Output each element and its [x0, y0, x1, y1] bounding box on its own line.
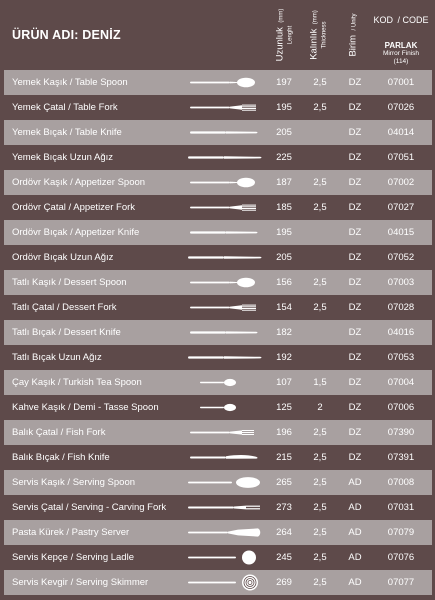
thickness-label-en: Thickness: [321, 21, 328, 49]
length-value: 265: [276, 477, 292, 488]
unit-value: DZ: [348, 327, 362, 338]
thickness-value: 2,5: [313, 452, 327, 463]
length-value: 185: [276, 202, 292, 213]
unit-value: DZ: [348, 227, 362, 238]
table-row: [4, 570, 432, 595]
thickness-value: 2,5: [313, 577, 327, 588]
knife-long-icon: [186, 147, 264, 168]
thickness-unit: (mm): [312, 10, 319, 25]
unit-value: DZ: [348, 202, 362, 213]
length-value: 195: [276, 102, 292, 113]
code-value: 07053: [387, 352, 415, 363]
fork-icon: [186, 97, 264, 118]
unit-value: AD: [348, 477, 362, 488]
ladle-icon: [186, 547, 264, 568]
unit-value: DZ: [348, 77, 362, 88]
product-name: Kahve Kaşık / Demi - Tasse Spoon: [12, 402, 159, 413]
table-row: [4, 145, 432, 170]
code-value: 07027: [387, 202, 415, 213]
unit-value: DZ: [348, 452, 362, 463]
thickness-value: 2,5: [313, 277, 327, 288]
code-value: 07077: [387, 577, 415, 588]
length-value: 154: [276, 302, 292, 313]
finish-number: (114): [393, 57, 409, 65]
code-value: 04015: [387, 227, 415, 238]
fish-fork-icon: [186, 422, 264, 443]
unit-value: DZ: [348, 302, 362, 313]
length-value: 205: [276, 127, 292, 138]
product-name: Pasta Kürek / Pastry Server: [12, 527, 130, 538]
unit-value: DZ: [348, 427, 362, 438]
length-value: 125: [276, 402, 292, 413]
code-value: 07002: [387, 177, 415, 188]
length-value: 269: [276, 577, 292, 588]
code-value: 07028: [387, 302, 415, 313]
table-row: [4, 395, 432, 420]
code-column-header: [370, 10, 432, 66]
unit-value: AD: [348, 577, 362, 588]
fork-icon: [186, 197, 264, 218]
length-value: 107: [276, 377, 292, 388]
table-row: [4, 70, 432, 95]
code-value: 07391: [387, 452, 415, 463]
table-row: [4, 545, 432, 570]
thickness-value: 2,5: [313, 477, 327, 488]
table-row: [4, 495, 432, 520]
product-name: Servis Çatal / Serving - Carving Fork: [12, 502, 167, 513]
product-name: Balık Bıçak / Fish Knife: [12, 452, 110, 463]
table-row: [4, 420, 432, 445]
length-value: 273: [276, 502, 292, 513]
knife-long-icon: [186, 247, 264, 268]
unit-value: DZ: [348, 152, 362, 163]
pastry-server-icon: [186, 522, 264, 543]
length-column-header: [271, 6, 293, 64]
code-value: 07003: [387, 277, 415, 288]
length-value: 205: [276, 252, 292, 263]
spoon-icon: [186, 72, 264, 93]
table-row: [4, 95, 432, 120]
table-row: [4, 295, 432, 320]
product-name: Yemek Bıçak Uzun Ağız: [12, 152, 114, 163]
thickness-value: 2,5: [313, 302, 327, 313]
table-row: [4, 220, 432, 245]
table-header: [0, 0, 435, 68]
product-name: Yemek Çatal / Table Fork: [12, 102, 118, 113]
unit-value: DZ: [348, 377, 362, 388]
code-value: 07052: [387, 252, 415, 263]
code-value: 04016: [387, 327, 415, 338]
thickness-value: 2,5: [313, 177, 327, 188]
unit-value: AD: [348, 552, 362, 563]
thickness-value: 2,5: [313, 552, 327, 563]
length-value: 156: [276, 277, 292, 288]
finish-label-en: Mirror Finish: [382, 50, 420, 57]
code-label: KOD: [373, 15, 394, 25]
product-name: Ordövr Kaşık / Appetizer Spoon: [12, 177, 146, 188]
spoon-icon: [186, 172, 264, 193]
thickness-value: 2: [317, 402, 323, 413]
product-name: Balık Çatal / Fish Fork: [12, 427, 106, 438]
product-name: Tatlı Bıçak Uzun Ağız: [12, 352, 102, 363]
length-unit: (mm): [278, 8, 285, 23]
product-name: Tatlı Bıçak / Dessert Knife: [12, 327, 121, 338]
product-name: Yemek Bıçak / Table Knife: [12, 127, 122, 138]
table-row: [4, 270, 432, 295]
table-row: [4, 120, 432, 145]
product-name: Çay Kaşık / Turkish Tea Spoon: [12, 377, 142, 388]
thickness-value: 1,5: [313, 377, 327, 388]
code-value: 07026: [387, 102, 415, 113]
product-name: Servis Kaşık / Serving Spoon: [12, 477, 136, 488]
unit-value: DZ: [348, 177, 362, 188]
table-row: [4, 445, 432, 470]
code-value: 07076: [387, 552, 415, 563]
unit-value: DZ: [348, 127, 362, 138]
table-row: [4, 345, 432, 370]
thickness-value: 2,5: [313, 427, 327, 438]
code-value: 07006: [387, 402, 415, 413]
length-value: 197: [276, 77, 292, 88]
fork-icon: [186, 297, 264, 318]
length-value: 225: [276, 152, 292, 163]
knife-long-icon: [186, 347, 264, 368]
thickness-label: Kalınlık: [308, 28, 320, 60]
fish-knife-icon: [186, 447, 264, 468]
table-row: [4, 170, 432, 195]
carving-fork-icon: [186, 497, 264, 518]
tea-spoon-icon: [186, 397, 264, 418]
code-value: 07008: [387, 477, 415, 488]
length-value: 195: [276, 227, 292, 238]
serving-spoon-icon: [186, 472, 264, 493]
length-value: 245: [276, 552, 292, 563]
unit-value: DZ: [348, 352, 362, 363]
table-row: [4, 470, 432, 495]
unit-value: AD: [348, 502, 362, 513]
finish-label: PARLAK: [384, 41, 418, 50]
thickness-value: 2,5: [313, 502, 327, 513]
code-value: 04014: [387, 127, 415, 138]
code-value: 07079: [387, 527, 415, 538]
length-value: 196: [276, 427, 292, 438]
code-value: 07001: [387, 77, 415, 88]
unit-value: DZ: [348, 252, 362, 263]
product-name: Tatlı Kaşık / Dessert Spoon: [12, 277, 127, 288]
thickness-value: 2,5: [313, 527, 327, 538]
unit-value: DZ: [348, 102, 362, 113]
unit-column-header: [341, 6, 363, 64]
unit-value: DZ: [348, 277, 362, 288]
unit-value: AD: [348, 527, 362, 538]
spoon-icon: [186, 272, 264, 293]
length-value: 187: [276, 177, 292, 188]
length-value: 182: [276, 327, 292, 338]
product-name: Ordövr Çatal / Appetizer Fork: [12, 202, 136, 213]
product-name: Yemek Kaşık / Table Spoon: [12, 77, 128, 88]
length-label-en: Lenght: [287, 25, 294, 45]
product-name: Servis Kepçe / Serving Ladle: [12, 552, 134, 563]
product-name: Ordövr Bıçak / Appetizer Knife: [12, 227, 140, 238]
table-row: [4, 195, 432, 220]
knife-icon: [186, 122, 264, 143]
table-row: [4, 520, 432, 545]
thickness-value: 2,5: [313, 102, 327, 113]
thickness-value: 2,5: [313, 77, 327, 88]
page-title: ÜRÜN ADI: DENİZ: [12, 28, 121, 42]
product-name: Servis Kevgir / Serving Skimmer: [12, 577, 149, 588]
code-value: 07051: [387, 152, 415, 163]
table-row: [4, 245, 432, 270]
table-row: [4, 370, 432, 395]
length-label: Uzunluk: [274, 27, 286, 62]
skimmer-icon: [186, 572, 264, 593]
tea-spoon-icon: [186, 372, 264, 393]
product-name: Tatlı Çatal / Dessert Fork: [12, 302, 117, 313]
code-value: 07031: [387, 502, 415, 513]
table-row: [4, 320, 432, 345]
code-value: 07390: [387, 427, 415, 438]
length-value: 215: [276, 452, 292, 463]
product-name: Ordövr Bıçak Uzun Ağız: [12, 252, 114, 263]
length-value: 264: [276, 527, 292, 538]
product-table: [4, 70, 432, 595]
code-value: 07004: [387, 377, 415, 388]
unit-label-en: / Unity: [351, 13, 358, 31]
unit-value: DZ: [348, 402, 362, 413]
thickness-column-header: [305, 6, 327, 64]
code-label-en: / CODE: [397, 15, 429, 25]
length-value: 192: [276, 352, 292, 363]
thickness-value: 2,5: [313, 202, 327, 213]
knife-icon: [186, 322, 264, 343]
knife-icon: [186, 222, 264, 243]
unit-label: Birim: [347, 34, 359, 57]
